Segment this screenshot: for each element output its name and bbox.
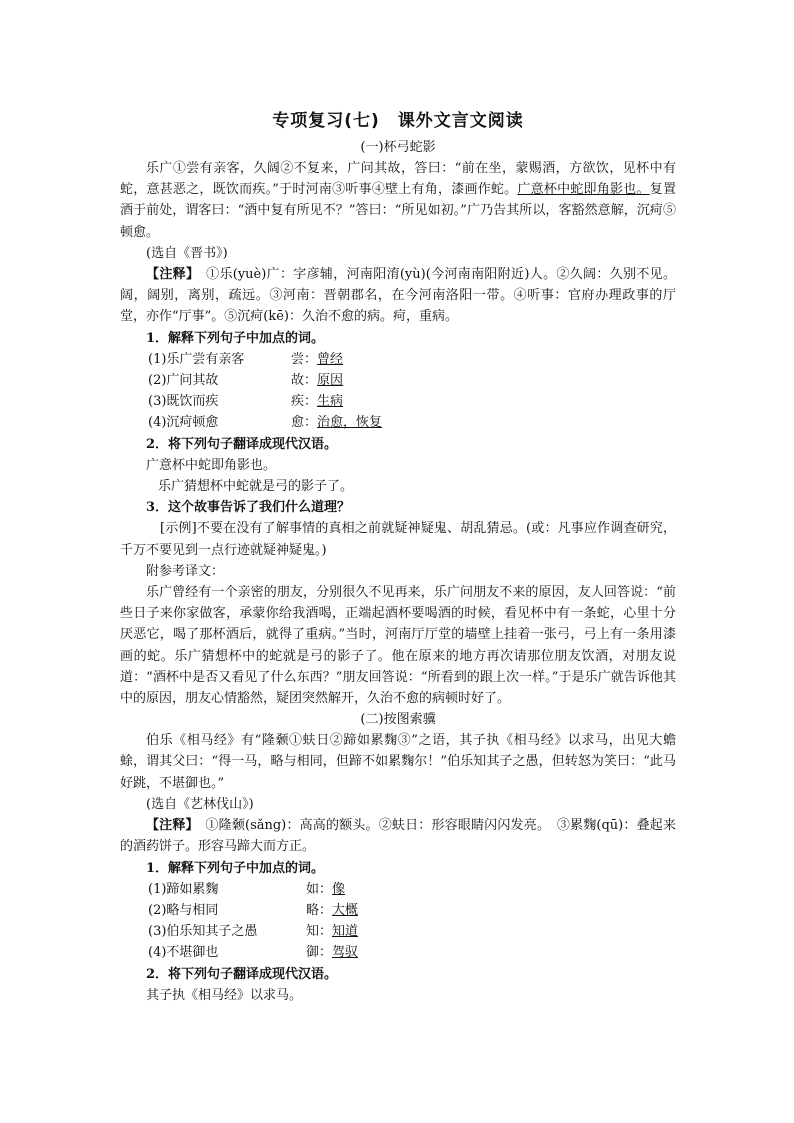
s1-q3-answer: [示例]不要在没有了解事情的真相之前就疑神疑鬼、胡乱猜忌。(或：凡事应作调查研究，千万不要见到一点行迹就疑神疑鬼。) xyxy=(120,521,676,558)
item-phrase: (1)蹄如累麴 xyxy=(148,881,219,897)
item-answer: 生病 xyxy=(317,394,344,410)
item-answer: 曾经 xyxy=(317,351,344,367)
item-answer: 原因 xyxy=(317,373,344,389)
note-text: ①乐(yuè)广：字彦辅，河南阳淯(yù)(今河南南阳附近)人。②久阔：久别不见。阔，阔别，离别，疏远。③河南：晋朝郡名，在今河南洛阳一带。④听事：官府办理政事的厅堂，亦作“厅事”。⑤沉疴(kē)：久治不愈的病。疴，重病。 xyxy=(120,267,676,325)
item-answer: 治愈，恢复 xyxy=(317,415,383,431)
reference-translation: 乐广曾经有一个亲密的朋友，分别很久不见再来，乐广问朋友不来的原因，友人回答说：“前些日子来你家做客，承蒙你给我酒喝，正端起酒杯要喝酒的时候，看见杯中有一条蛇，心里十分厌恶它，喝了那杯酒后，就得了重病。”当时，河南厅厅堂的墙壁上挂着一张弓，弓上有一条用漆画的蛇。乐广猜想杯中的蛇就是弓的影子了。他在原来的地方再次请那位朋友饮酒，对朋友说道：“酒杯中是否又看见了什么东西？”朋友回答说：“所看到的跟上次一样。”于是乐广就告诉他其中的原因，朋友心情豁然，疑团突然解开，久治不愈的病顿时好了。 xyxy=(120,585,676,707)
item-phrase: (4)不堪御也 xyxy=(148,945,219,961)
item-phrase: (2)略与相同 xyxy=(148,902,219,918)
item-answer: 像 xyxy=(332,881,346,897)
s1-q1-item xyxy=(120,391,676,412)
underlined-sentence: 广意杯中蛇即角影也。 xyxy=(517,182,650,198)
item-phrase: (4)沉疴顿愈 xyxy=(148,415,219,431)
section1-notes xyxy=(120,264,676,328)
item-phrase: (3)伯乐知其子之愚 xyxy=(148,924,258,940)
item-answer: 知道 xyxy=(332,924,359,940)
item-word: 故： xyxy=(291,373,318,389)
s2-q1-item xyxy=(120,900,676,921)
s1-question-2: 2．将下列句子翻译成现代汉语。 xyxy=(146,436,338,452)
s2-q2-sentence: 其子执《相马经》以求马。 xyxy=(146,987,303,1003)
section1-heading: (一)杯弓蛇影 xyxy=(360,140,436,155)
item-word: 略： xyxy=(306,902,333,918)
note-label: 【注释】 xyxy=(146,818,193,834)
item-word: 疾： xyxy=(291,394,318,410)
s2-q1-item xyxy=(120,879,676,900)
s1-q2-answer: 乐广猜想杯中蛇就是弓的影子了。 xyxy=(158,479,354,495)
document-page xyxy=(120,100,676,1006)
passage-text: 乐广①尝有亲客，久阔②不复来，广问其故，答曰：“前在坐，蒙赐酒，方欲饮，见杯中有蛇，意甚恶之，既饮而疾。”于时河南③听事④壁上有角，漆画作蛇。 xyxy=(120,161,676,198)
item-answer: 大概 xyxy=(332,902,359,918)
item-word: 尝： xyxy=(291,351,318,367)
item-answer: 驾驭 xyxy=(332,945,359,961)
item-phrase: (2)广问其故 xyxy=(148,373,219,389)
note-text: ①隆颡(sǎng)：高高的额头。②蚨日：形容眼睛闪闪发亮。 ③累麴(qū)：叠起来的酒药饼子。形容马蹄大而方正。 xyxy=(120,818,676,855)
item-phrase: (1)乐广尝有亲客 xyxy=(148,351,245,367)
section2-heading: (二)按图索骥 xyxy=(360,712,436,728)
s1-q1-item xyxy=(120,412,676,433)
item-word: 御： xyxy=(306,945,333,961)
s2-question-2: 2．将下列句子翻译成现代汉语。 xyxy=(146,966,338,982)
section1-passage xyxy=(120,158,676,243)
s2-q1-item xyxy=(120,921,676,942)
s1-question-1: 1．解释下列句子中加点的词。 xyxy=(146,330,325,346)
section1-source: (选自《晋书》) xyxy=(146,245,228,261)
s1-q2-sentence: 广意杯中蛇即角影也。 xyxy=(146,457,277,473)
page-title: 专项复习(七) 课外文言文阅读 xyxy=(272,111,524,131)
s1-question-3: 3．这个故事告诉了我们什么道理？ xyxy=(146,500,351,516)
s1-q1-item xyxy=(120,349,676,370)
section2-source: (选自《艺林伐山》) xyxy=(146,796,254,812)
item-phrase: (3)既饮而疾 xyxy=(148,394,219,410)
item-word: 愈： xyxy=(291,415,318,431)
section2-passage: 伯乐《相马经》有“隆颡①蚨日②蹄如累麴③”之语，其子执《相马经》以求马，出见大蟾蜍，谓其父曰：“得一马，略与相同，但蹄不如累麴尔！”伯乐知其子之愚，但转怒为笑曰：“此马好跳，不堪御也。” xyxy=(120,733,676,791)
section2-notes xyxy=(120,815,676,857)
item-word: 知： xyxy=(306,924,333,940)
passage-text: 复置酒于前处，谓客曰：“酒中复有所见不？”答曰：“所见如初。”广乃告其所以，客豁然意解，沉疴⑤顿愈。 xyxy=(120,182,676,240)
s1-q1-item xyxy=(120,370,676,391)
s2-question-1: 1．解释下列句子中加点的词。 xyxy=(146,860,325,876)
item-word: 如： xyxy=(306,881,333,897)
note-label: 【注释】 xyxy=(146,267,193,283)
reference-label: 附参考译文： xyxy=(146,563,225,579)
s2-q1-item xyxy=(120,942,676,963)
